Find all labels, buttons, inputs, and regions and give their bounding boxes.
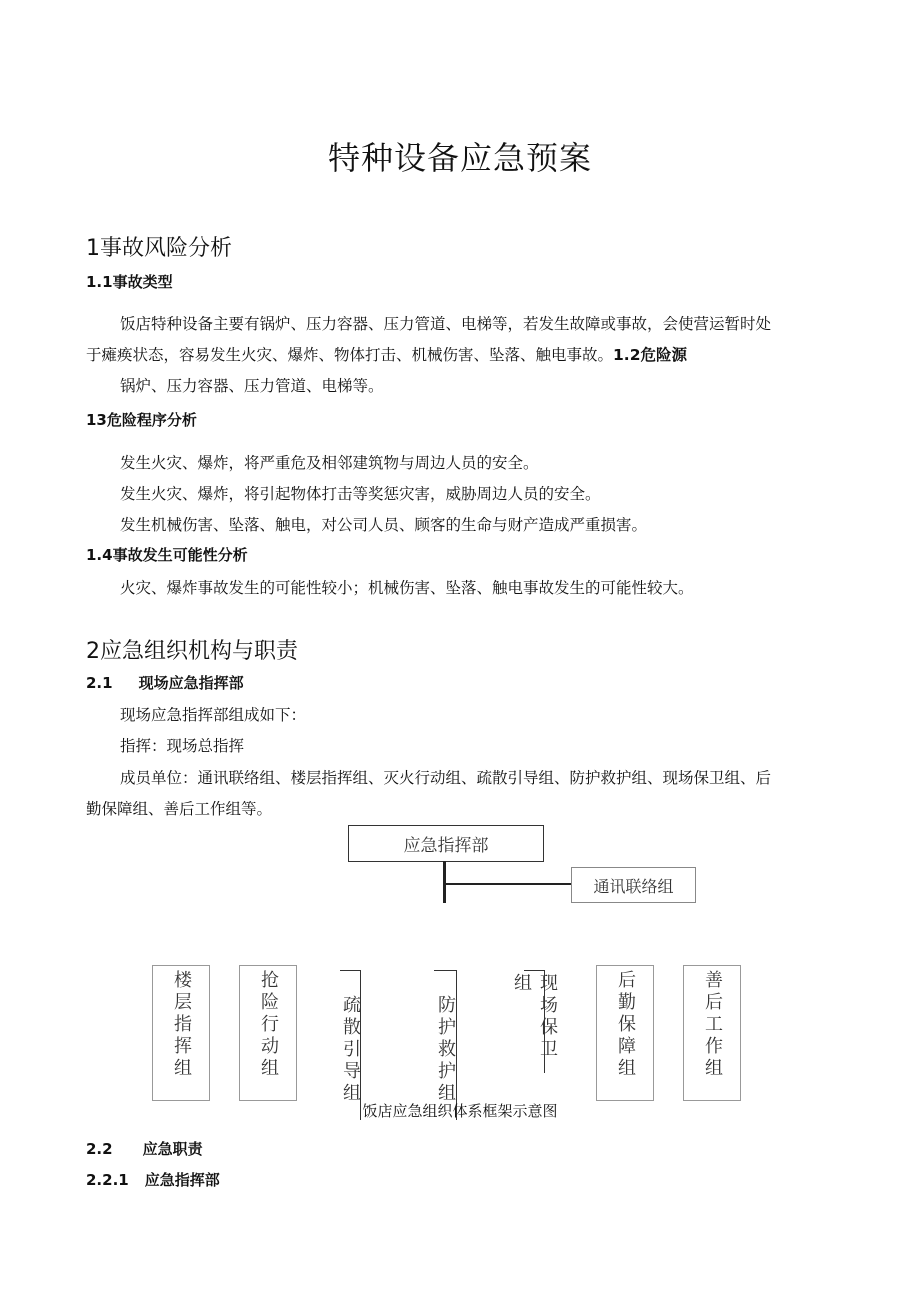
org-side-box xyxy=(571,867,696,903)
s21-title: 现场应急指挥部 xyxy=(138,674,244,692)
s11-paragraph-line2 xyxy=(86,343,687,365)
org-top-box-label: 应急指挥部 xyxy=(403,836,489,856)
s11-line2-text: 于瘫痪状态，容易发生火灾、爆炸、物体打击、机械伤害、坠落、触电事故。 xyxy=(86,346,614,364)
section-1-4-heading: 1.4事故发生可能性分析 xyxy=(86,546,248,564)
section-2-1-heading xyxy=(86,672,244,693)
org-chart-caption: 饭店应急组织体系框架示意图 xyxy=(362,1102,558,1120)
org-group-logistics xyxy=(596,965,654,1101)
section-2-2-heading xyxy=(86,1138,203,1159)
s21-line-1: 现场应急指挥部组成如下： xyxy=(120,706,307,724)
s11-paragraph-line1 xyxy=(120,312,835,334)
s22-number: 2.2 xyxy=(86,1140,113,1158)
document-title: 特种设备应急预案 xyxy=(327,139,592,177)
s21-line-4: 勤保障组、善后工作组等。 xyxy=(86,800,273,818)
s13-line-3: 发生机械伤害、坠落、触电，对公司人员、顾客的生命与财产造成严重损害。 xyxy=(120,516,648,534)
org-group-security xyxy=(511,970,558,1073)
org-group-label: 现场保卫组 xyxy=(511,973,558,1061)
org-group-protection xyxy=(434,970,457,1120)
s22-title: 应急职责 xyxy=(142,1140,203,1158)
s11-line1-text: 饭店特种设备主要有锅炉、压力容器、压力管道、电梯等，若发生故障或事故，会使营运暂时处 xyxy=(120,315,772,333)
org-group-rescue xyxy=(239,965,297,1101)
section-2-2-1-heading xyxy=(86,1169,220,1190)
section-1-3-heading: 13危险程序分析 xyxy=(86,411,197,429)
org-group-label: 抢险行动组 xyxy=(258,970,279,1080)
s21-line-2: 指挥：现场总指挥 xyxy=(120,737,245,755)
s13-line-2: 发生火灾、爆炸，将引起物体打击等奖惩灾害，威胁周边人员的安全。 xyxy=(120,485,601,503)
section-1-heading: 1事故风险分析 xyxy=(86,236,232,261)
org-side-box-label: 通讯联络组 xyxy=(593,876,674,896)
org-group-aftermath xyxy=(683,965,741,1101)
org-horizontal-connector xyxy=(445,883,571,885)
s12-text: 锅炉、压力容器、压力管道、电梯等。 xyxy=(120,377,384,395)
org-group-evacuation xyxy=(340,970,361,1120)
s221-number: 2.2.1 xyxy=(86,1171,129,1189)
s221-title: 应急指挥部 xyxy=(144,1171,220,1189)
org-group-floor-command xyxy=(152,965,210,1101)
s13-line-1: 发生火灾、爆炸，将严重危及相邻建筑物与周边人员的安全。 xyxy=(120,454,539,472)
section-1-1-heading: 1.1事故类型 xyxy=(86,273,173,291)
s14-text: 火灾、爆炸事故发生的可能性较小；机械伤害、坠落、触电事故发生的可能性较大。 xyxy=(120,579,694,597)
org-group-label: 后勤保障组 xyxy=(615,970,636,1080)
s21-line-3 xyxy=(120,766,835,788)
s21-line-3-text: 成员单位：通讯联络组、楼层指挥组、灭火行动组、疏散引导组、防护救护组、现场保卫组、后 xyxy=(120,769,772,787)
section-1-2-heading: 1.2危险源 xyxy=(613,346,687,364)
org-group-label: 疏散引导组 xyxy=(340,995,361,1105)
org-top-box xyxy=(348,825,544,862)
org-group-label: 楼层指挥组 xyxy=(171,970,192,1080)
section-2-heading: 2应急组织机构与职责 xyxy=(86,639,298,664)
org-vertical-connector xyxy=(443,861,446,903)
org-group-label: 防护救护组 xyxy=(435,995,456,1105)
s21-number: 2.1 xyxy=(86,674,113,692)
org-group-label: 善后工作组 xyxy=(702,970,723,1080)
